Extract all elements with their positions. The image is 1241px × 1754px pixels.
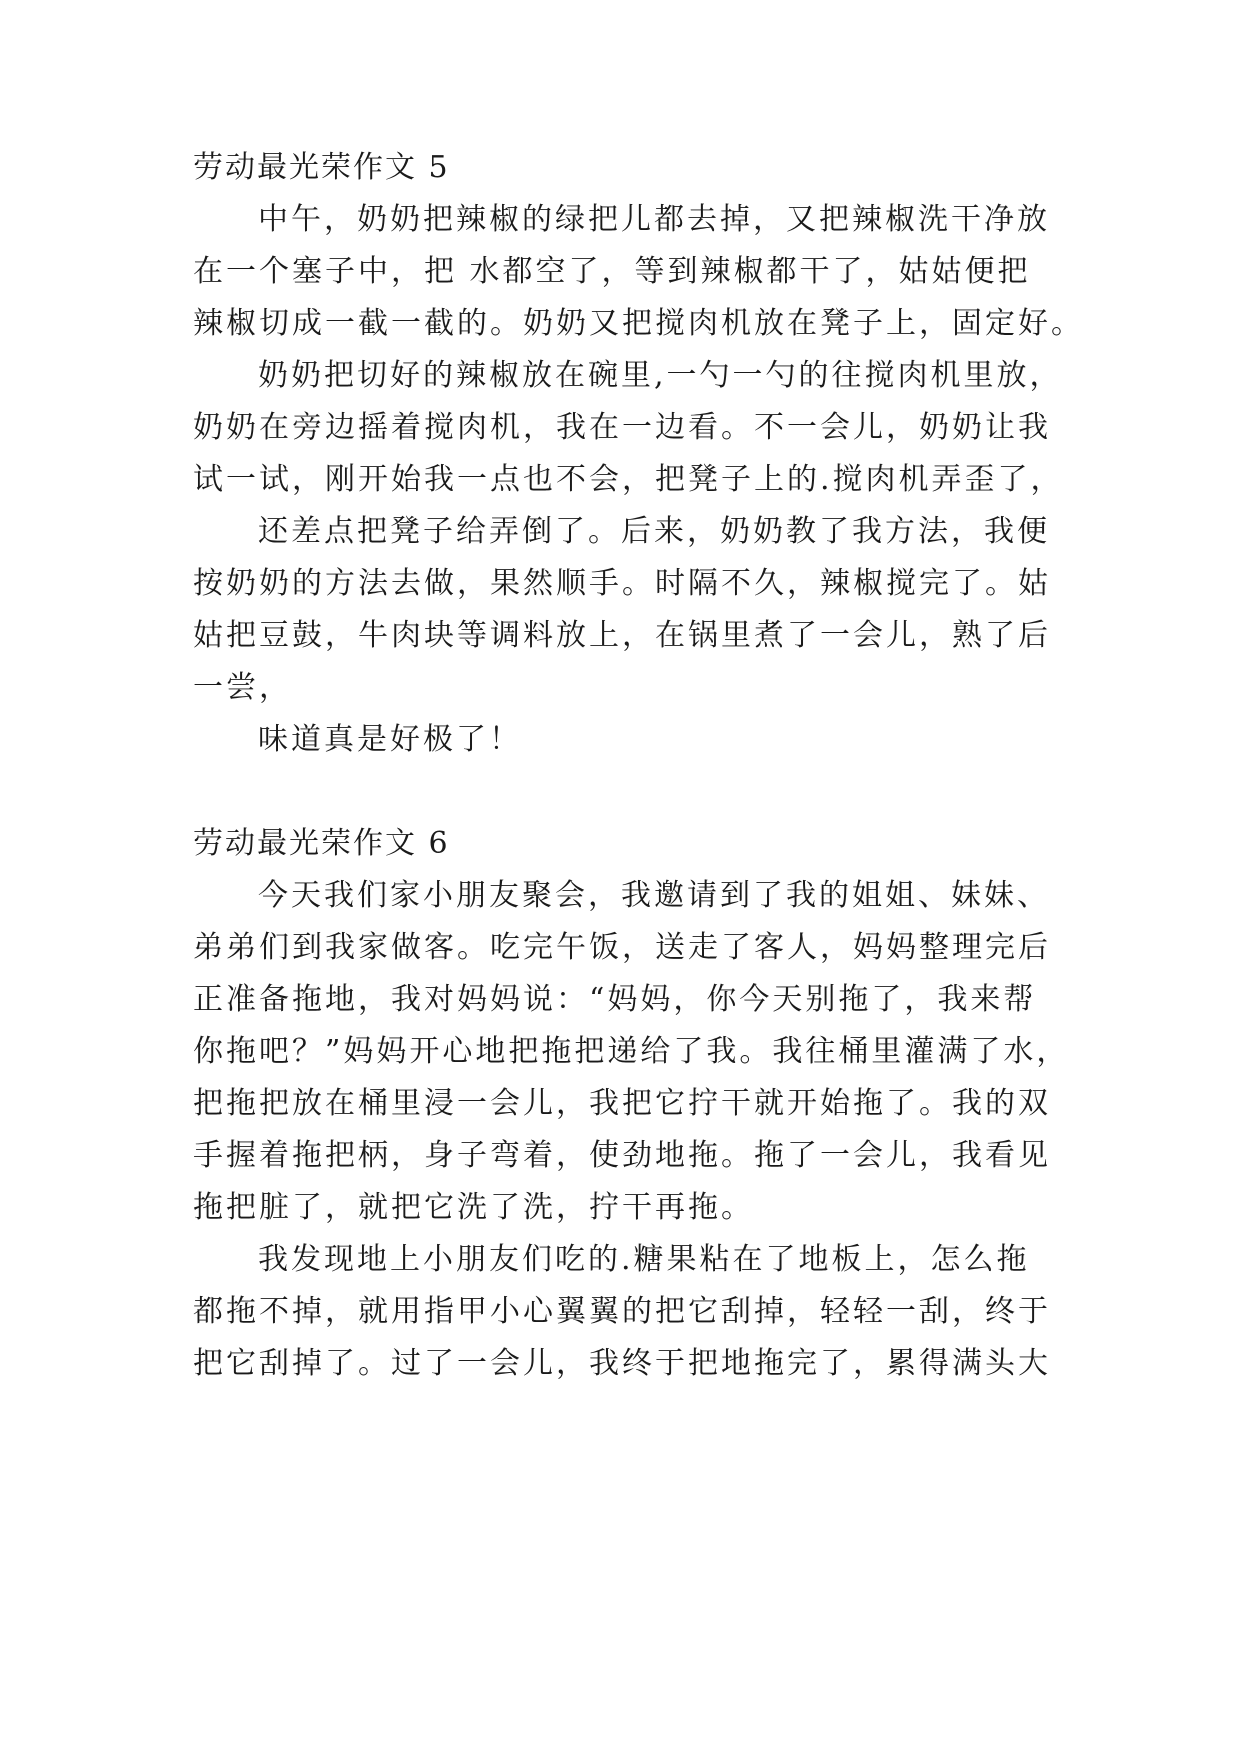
paragraph-line: 拖把脏了，就把它洗了洗，拧干再拖。 [193,1190,754,1225]
paragraph-line: 我发现地上小朋友们吃的.糖果粘在了地板上，怎么拖 [258,1242,1030,1277]
paragraph-line: 在一个塞子中，把 水都空了，等到辣椒都干了，姑姑便把 [193,254,1031,289]
section-title: 劳动最光荣作文 6 [193,826,450,861]
paragraph-line: 按奶奶的方法去做，果然顺手。时隔不久，辣椒搅完了。姑 [193,566,1051,601]
paragraph-line: 正准备拖地，我对妈妈说：“妈妈，你今天别拖了，我来帮 [193,982,1037,1017]
paragraph-line: 你拖吧？”妈妈开心地把拖把递给了我。我往桶里灌满了水， [193,1034,1070,1069]
paragraph-line: 奶奶把切好的辣椒放在碗里,一勺一勺的往搅肉机里放， [258,358,1063,393]
paragraph-line: 今天我们家小朋友聚会，我邀请到了我的姐姐、妹妹、 [258,878,1050,913]
paragraph-line: 试一试，刚开始我一点也不会，把凳子上的.搅肉机弄歪了， [193,462,1064,497]
paragraph-line: 中午，奶奶把辣椒的绿把儿都去掉，又把辣椒洗干净放 [258,202,1050,237]
paragraph-line: 一尝， [193,670,292,705]
paragraph-line: 奶奶在旁边摇着搅肉机，我在一边看。不一会儿，奶奶让我 [193,410,1051,445]
paragraph-line: 都拖不掉，就用指甲小心翼翼的把它刮掉，轻轻一刮，终于 [193,1294,1051,1329]
paragraph-line: 味道真是好极了！ [258,722,522,757]
section-title: 劳动最光荣作文 5 [193,150,450,185]
paragraph-line: 姑把豆鼓，牛肉块等调料放上，在锅里煮了一会儿，熟了后 [193,618,1051,653]
paragraph-line: 把它刮掉了。过了一会儿，我终于把地拖完了，累得满头大 [193,1346,1051,1381]
paragraph-line: 辣椒切成一截一截的。奶奶又把搅肉机放在凳子上，固定好。 [193,306,1084,341]
paragraph-line: 还差点把凳子给弄倒了。后来，奶奶教了我方法，我便 [258,514,1050,549]
paragraph-line: 把拖把放在桶里浸一会儿，我把它拧干就开始拖了。我的双 [193,1086,1051,1121]
paragraph-line: 弟弟们到我家做客。吃完午饭，送走了客人，妈妈整理完后 [193,930,1051,965]
paragraph-line: 手握着拖把柄，身子弯着，使劲地拖。拖了一会儿，我看见 [193,1138,1051,1173]
